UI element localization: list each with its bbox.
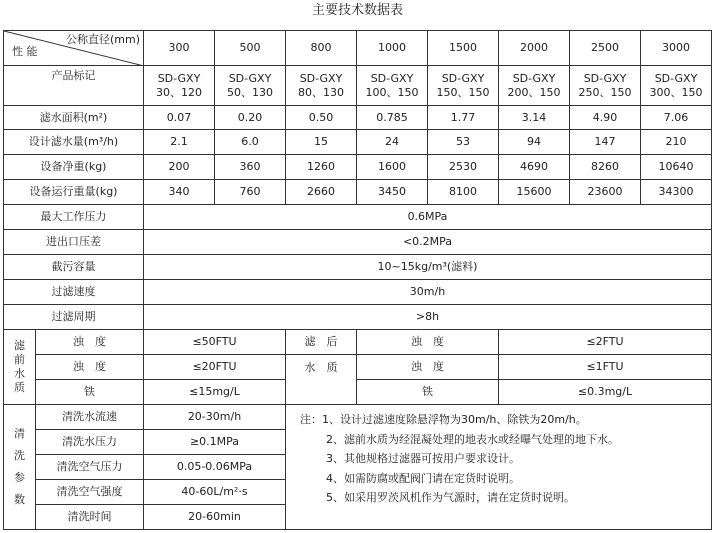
common-row (4, 205, 712, 230)
diagonal-header-cell (4, 31, 144, 66)
row-label: 进出口压差 (4, 230, 144, 255)
inlet-quality-group-label: 滤前水质 (4, 330, 36, 405)
value-cell: 94 (499, 130, 570, 155)
cleaning-label: 清洗水流速 (36, 405, 144, 430)
value-cell: 34300 (641, 180, 712, 205)
row-label: 过滤周期 (4, 305, 144, 330)
cleaning-label: 清洗空气强度 (36, 480, 144, 505)
common-value: 30m/h (144, 280, 712, 305)
performance-header-label: 性 能 (12, 45, 38, 58)
value-cell: 6.0 (215, 130, 286, 155)
value-cell: 2660 (286, 180, 357, 205)
common-row (4, 280, 712, 305)
quality-value: ≤15mg/L (144, 380, 286, 405)
quality-label: 浊 度 (36, 330, 144, 355)
outlet-quality-group-label: 滤 后 (286, 330, 357, 355)
value-cell: 1.77 (428, 106, 499, 130)
common-value: >8h (144, 305, 712, 330)
value-cell: 53 (428, 130, 499, 155)
quality-value: ≤20FTU (144, 355, 286, 380)
product-mark-row (4, 66, 712, 106)
value-cell: 760 (215, 180, 286, 205)
value-cell: 15600 (499, 180, 570, 205)
value-cell: 340 (144, 180, 215, 205)
cleaning-value: 0.05-0.06MPa (144, 455, 286, 480)
operating-weight-row (4, 180, 712, 205)
value-cell: 0.50 (286, 106, 357, 130)
value-cell: 360 (215, 155, 286, 180)
value-cell: 24 (357, 130, 428, 155)
diameter-cell: 800 (286, 31, 357, 66)
value-cell: 0.20 (215, 106, 286, 130)
outlet-quality-group-label: 水 质 (286, 355, 357, 405)
product-mark-cell: SD-GXY 80、130 (286, 66, 357, 106)
product-mark-cell: SD-GXY 200、150 (499, 66, 570, 106)
product-mark-cell: SD-GXY 30、120 (144, 66, 215, 106)
row-label: 过滤速度 (4, 280, 144, 305)
header-row (4, 31, 712, 66)
cleaning-label: 清洗时间 (36, 505, 144, 530)
table-title: 主要技术数据表 (311, 3, 403, 18)
value-cell: 4690 (499, 155, 570, 180)
note-line: 注：1、设计过滤速度除悬浮物为30m/h、除铁为20m/h。 (300, 413, 587, 426)
row-label: 设备运行重量(kg) (4, 180, 144, 205)
product-mark-cell: SD-GXY 150、150 (428, 66, 499, 106)
row-label: 设计滤水量(m³/h) (4, 130, 144, 155)
water-quality-row (4, 380, 712, 405)
value-cell: 3450 (357, 180, 428, 205)
quality-value: ≤50FTU (144, 330, 286, 355)
product-mark-cell: SD-GXY 250、150 (570, 66, 641, 106)
diameter-header-label: 公称直径(mm) (65, 33, 140, 46)
row-label: 设备净重(kg) (4, 155, 144, 180)
row-label: 最大工作压力 (4, 205, 144, 230)
quality-label: 铁 (357, 380, 499, 405)
water-quality-row (4, 330, 712, 355)
common-value: 10~15kg/m³(滤料) (144, 255, 712, 280)
note-line: 2、滤前水质为经混凝处理的地表水或经曝气处理的地下水。 (326, 432, 619, 446)
value-cell: 8100 (428, 180, 499, 205)
notes-cell (286, 405, 712, 530)
note-line: 5、如采用罗茨风机作为气源时，请在定货时说明。 (326, 491, 575, 504)
cleaning-label: 清洗空气压力 (36, 455, 144, 480)
value-cell: 2.1 (144, 130, 215, 155)
design-flow-row (4, 130, 712, 155)
value-cell: 1260 (286, 155, 357, 180)
common-row (4, 305, 712, 330)
diameter-cell: 2500 (570, 31, 641, 66)
diameter-cell: 3000 (641, 31, 712, 66)
common-value: 0.6MPa (144, 205, 712, 230)
filter-area-row (4, 106, 712, 130)
value-cell: 4.90 (570, 106, 641, 130)
product-mark-cell: SD-GXY 300、150 (641, 66, 712, 106)
value-cell: 7.06 (641, 106, 712, 130)
diameter-cell: 300 (144, 31, 215, 66)
value-cell: 0.785 (357, 106, 428, 130)
note-line: 4、如需防腐或配阀门请在定货时说明。 (326, 471, 520, 485)
common-row (4, 230, 712, 255)
cleaning-label: 清洗水压力 (36, 430, 144, 455)
technical-data-table (3, 30, 712, 530)
quality-value: ≤2FTU (499, 330, 712, 355)
row-label: 产品标记 (4, 66, 144, 106)
cleaning-row (4, 405, 712, 430)
cleaning-group-label: 清洗参数 (4, 405, 36, 530)
value-cell: 15 (286, 130, 357, 155)
value-cell: 0.07 (144, 106, 215, 130)
quality-label: 铁 (36, 380, 144, 405)
value-cell: 147 (570, 130, 641, 155)
water-quality-row (4, 355, 712, 380)
row-label: 截污容量 (4, 255, 144, 280)
value-cell: 3.14 (499, 106, 570, 130)
quality-label: 浊 度 (36, 355, 144, 380)
quality-value: ≤0.3mg/L (499, 380, 712, 405)
common-value: <0.2MPa (144, 230, 712, 255)
value-cell: 210 (641, 130, 712, 155)
value-cell: 200 (144, 155, 215, 180)
product-mark-cell: SD-GXY 50、130 (215, 66, 286, 106)
quality-value: ≤1FTU (499, 355, 712, 380)
value-cell: 1600 (357, 155, 428, 180)
diameter-cell: 2000 (499, 31, 570, 66)
net-weight-row (4, 155, 712, 180)
value-cell: 10640 (641, 155, 712, 180)
product-mark-cell: SD-GXY 100、150 (357, 66, 428, 106)
common-row (4, 255, 712, 280)
cleaning-value: 20-60min (144, 505, 286, 530)
value-cell: 8260 (570, 155, 641, 180)
value-cell: 2530 (428, 155, 499, 180)
diameter-cell: 1000 (357, 31, 428, 66)
cleaning-value: ≥0.1MPa (144, 430, 286, 455)
quality-label: 浊 度 (357, 330, 499, 355)
diameter-cell: 500 (215, 31, 286, 66)
note-line: 3、其他规格过滤器可按用户要求设计。 (326, 452, 520, 465)
cleaning-value: 40-60L/m²·s (144, 480, 286, 505)
diameter-cell: 1500 (428, 31, 499, 66)
cleaning-value: 20-30m/h (144, 405, 286, 430)
value-cell: 23600 (570, 180, 641, 205)
row-label: 滤水面积(m²) (4, 106, 144, 130)
quality-label: 浊 度 (357, 355, 499, 380)
